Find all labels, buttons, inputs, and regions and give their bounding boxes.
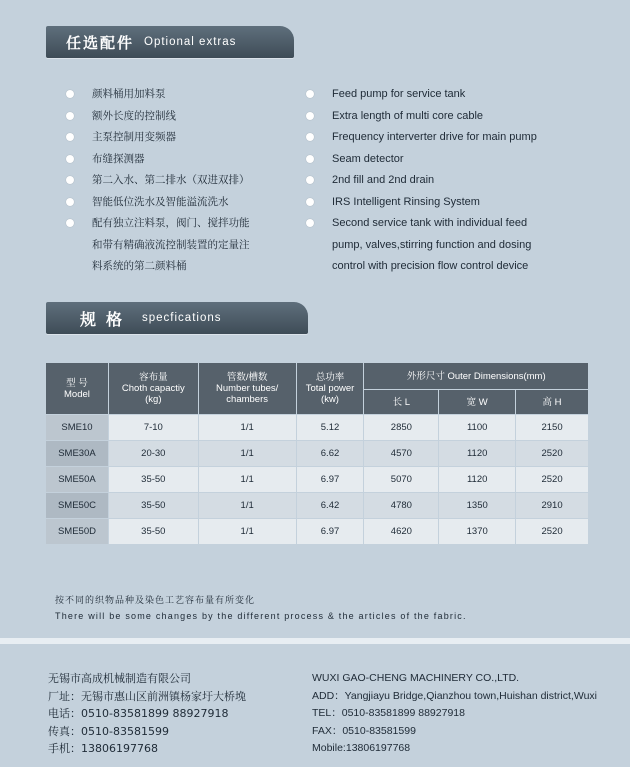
contact-info-zh [48,670,246,758]
note-zh: 按不同的织物品种及染色工艺容布量有所变化 [55,596,256,606]
mobile-zh: 手机：13806197768 [48,742,158,755]
bullet-icon [66,155,74,163]
list-item: 额外长度的控制线 [66,108,296,130]
bullet-icon [306,176,314,184]
cell-capacity: 20-30 [108,441,198,467]
cell-height: 2520 [516,441,589,467]
table-row [46,493,589,519]
bullet-icon [66,90,74,98]
list-item: 主泵控制用变频器 [66,129,296,151]
cell-length: 4780 [364,493,439,519]
list-item-continuation: control with precision flow control device [332,260,529,272]
mobile-en: Mobile:13806197768 [312,742,411,754]
list-item-continuation: pump, valves,stirring function and dosing [332,238,532,251]
cell-width: 1350 [439,493,516,519]
specifications-table [45,362,589,545]
fax-en: FAX：0510-83581599 [312,724,416,737]
header-height: 高 H [516,390,589,415]
cell-length: 4570 [364,441,439,467]
extras-title-zh: 任选配件 [66,33,135,52]
cell-model: SME10 [46,415,109,441]
cell-width: 1100 [439,415,516,441]
list-item: Second service tank with individual feed [306,215,616,237]
cell-tubes: 1/1 [198,467,296,493]
company-name-zh: 无锡市高成机械制造有限公司 [48,672,191,685]
address-en: ADD：Yangjiayu Bridge,Qianzhou town,Huishan district,Wuxi [312,689,597,702]
cell-width: 1120 [439,441,516,467]
bullet-icon [66,219,74,227]
header-power: 总功率 Total power (kw) [296,363,364,415]
list-item: 颜料桶用加料泵 [66,86,296,108]
list-item: Feed pump for service tank [306,86,616,108]
cell-tubes: 1/1 [198,493,296,519]
cell-model: SME30A [46,441,109,467]
extras-title-en: Optional extras [144,36,237,48]
header-width: 宽 W [439,390,516,415]
list-item-continuation: 和带有精确液流控制装置的定量注 [92,238,250,251]
extras-list-en [306,86,616,280]
cell-tubes: 1/1 [198,441,296,467]
header-capacity: 容布量 Choth capactiy (kg) [108,363,198,415]
note-en: There will be some changes by the different process & the articles of the fabric. [55,611,467,621]
phone-zh: 电话：0510-83581899 88927918 [48,707,229,720]
extras-list-zh [66,86,296,280]
cell-height: 2520 [516,519,589,545]
cell-height: 2910 [516,493,589,519]
table-row [46,441,589,467]
bullet-icon [66,176,74,184]
cell-power: 6.97 [296,467,364,493]
company-name-en: WUXI GAO-CHENG MACHINERY CO.,LTD. [312,672,520,684]
cell-tubes: 1/1 [198,415,296,441]
bullet-icon [66,198,74,206]
bullet-icon [306,112,314,120]
cell-length: 5070 [364,467,439,493]
list-item-continuation: 料系统的第二颜料桶 [92,260,187,272]
cell-capacity: 35-50 [108,519,198,545]
cell-power: 6.42 [296,493,364,519]
list-item: Seam detector [306,151,616,173]
list-item: 配有独立注料泵，阀门、搅拌功能 [66,215,296,237]
header-dimensions: 外形尺寸 Outer Dimensions(mm) [364,363,589,390]
bullet-icon [306,155,314,163]
bullet-icon [306,198,314,206]
extras-section-banner [46,26,294,58]
cell-power: 5.12 [296,415,364,441]
bullet-icon [66,133,74,141]
list-item: Frequency interverter drive for main pump [306,129,616,151]
address-zh: 厂址：无锡市惠山区前洲镇杨家圩大桥堍 [48,689,246,703]
list-item: 第二入水、第二排水（双进双排） [66,172,296,194]
list-item: IRS Intelligent Rinsing System [306,194,616,216]
footer-divider [0,638,630,644]
specs-title-en: specfications [142,312,222,324]
cell-capacity: 35-50 [108,493,198,519]
fax-zh: 传真：0510-83581599 [48,724,169,738]
capacity-note [55,594,467,624]
table-row [46,519,589,545]
bullet-icon [66,112,74,120]
list-item: 智能低位洗水及智能溢流洗水 [66,194,296,216]
specs-title-zh: 规格 [80,309,133,329]
header-tubes: 管数/槽数 Number tubes/ chambers [198,363,296,415]
cell-power: 6.97 [296,519,364,545]
specs-section-banner [46,302,308,334]
cell-power: 6.62 [296,441,364,467]
list-item: 布缝探测器 [66,151,296,173]
cell-model: SME50A [46,467,109,493]
cell-width: 1370 [439,519,516,545]
phone-en: TEL：0510-83581899 88927918 [312,707,465,719]
bullet-icon [306,219,314,227]
bullet-icon [306,133,314,141]
table-row [46,467,589,493]
header-model: 型 号 Model [46,363,109,415]
header-length: 长 L [364,390,439,415]
cell-length: 4620 [364,519,439,545]
cell-length: 2850 [364,415,439,441]
bullet-icon [306,90,314,98]
cell-model: SME50C [46,493,109,519]
cell-width: 1120 [439,467,516,493]
cell-capacity: 7-10 [108,415,198,441]
cell-height: 2150 [516,415,589,441]
cell-capacity: 35-50 [108,467,198,493]
list-item: Extra length of multi core cable [306,108,616,130]
list-item: 2nd fill and 2nd drain [306,172,616,194]
cell-tubes: 1/1 [198,519,296,545]
table-row [46,415,589,441]
cell-model: SME50D [46,519,109,545]
contact-info-en [312,670,597,758]
cell-height: 2520 [516,467,589,493]
